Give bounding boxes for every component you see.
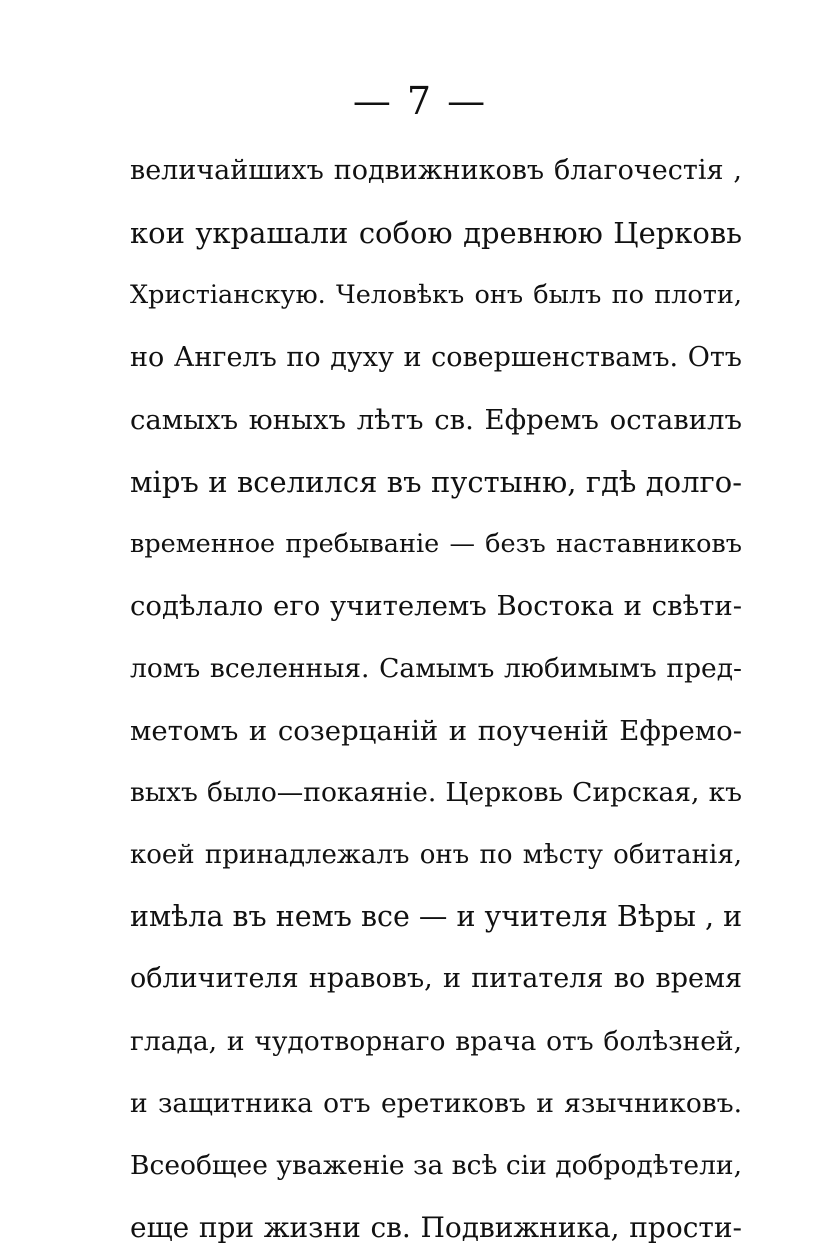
text-line: еще при жизни св. Подвижника, прости- [130,1211,742,1245]
text-line: Всеобщее уваженіе за всѣ сіи добродѣтели, [130,1150,742,1181]
text-line: кои украшали собою древнюю Церковь [130,216,742,251]
text-line: обличителя нравовъ, и питателя во время [130,963,742,995]
body-text [130,140,742,1259]
text-line: ломъ вселенныя. Самымъ любимымъ пред- [130,652,742,684]
text-line: выхъ было—покаяніе. Церковь Сирская, къ [130,776,742,808]
text-line: содѣлало его учителемъ Востока и свѣти- [130,590,742,623]
text-line: и защитника отъ еретиковъ и язычниковъ. [130,1087,742,1119]
text-line: имѣла въ немъ все — и учителя Вѣры , и [130,900,743,934]
text-line: величайшихъ подвижниковъ благочестія , [130,155,742,186]
text-line: міръ и вселился въ пустыню, гдѣ долго- [130,464,742,499]
text-line: коей принадлежалъ онъ по мѣсту обитанія, [130,840,742,871]
page-number: — 7 — [352,79,488,123]
text-line: самыхъ юныхъ лѣтъ св. Ефремъ оставилъ [130,403,742,436]
text-line: метомъ и созерцаній и поученій Ефремо- [130,714,742,747]
text-line: временное пребываніе — безъ наставниковъ [130,529,742,560]
text-line: глада, и чудотворнаго врача отъ болѣзней, [130,1025,742,1057]
text-line: Христіанскую. Человѣкъ онъ былъ по плоти, [130,280,742,311]
text-line: но Ангелъ по духу и совершенствамъ. Отъ [130,341,742,373]
